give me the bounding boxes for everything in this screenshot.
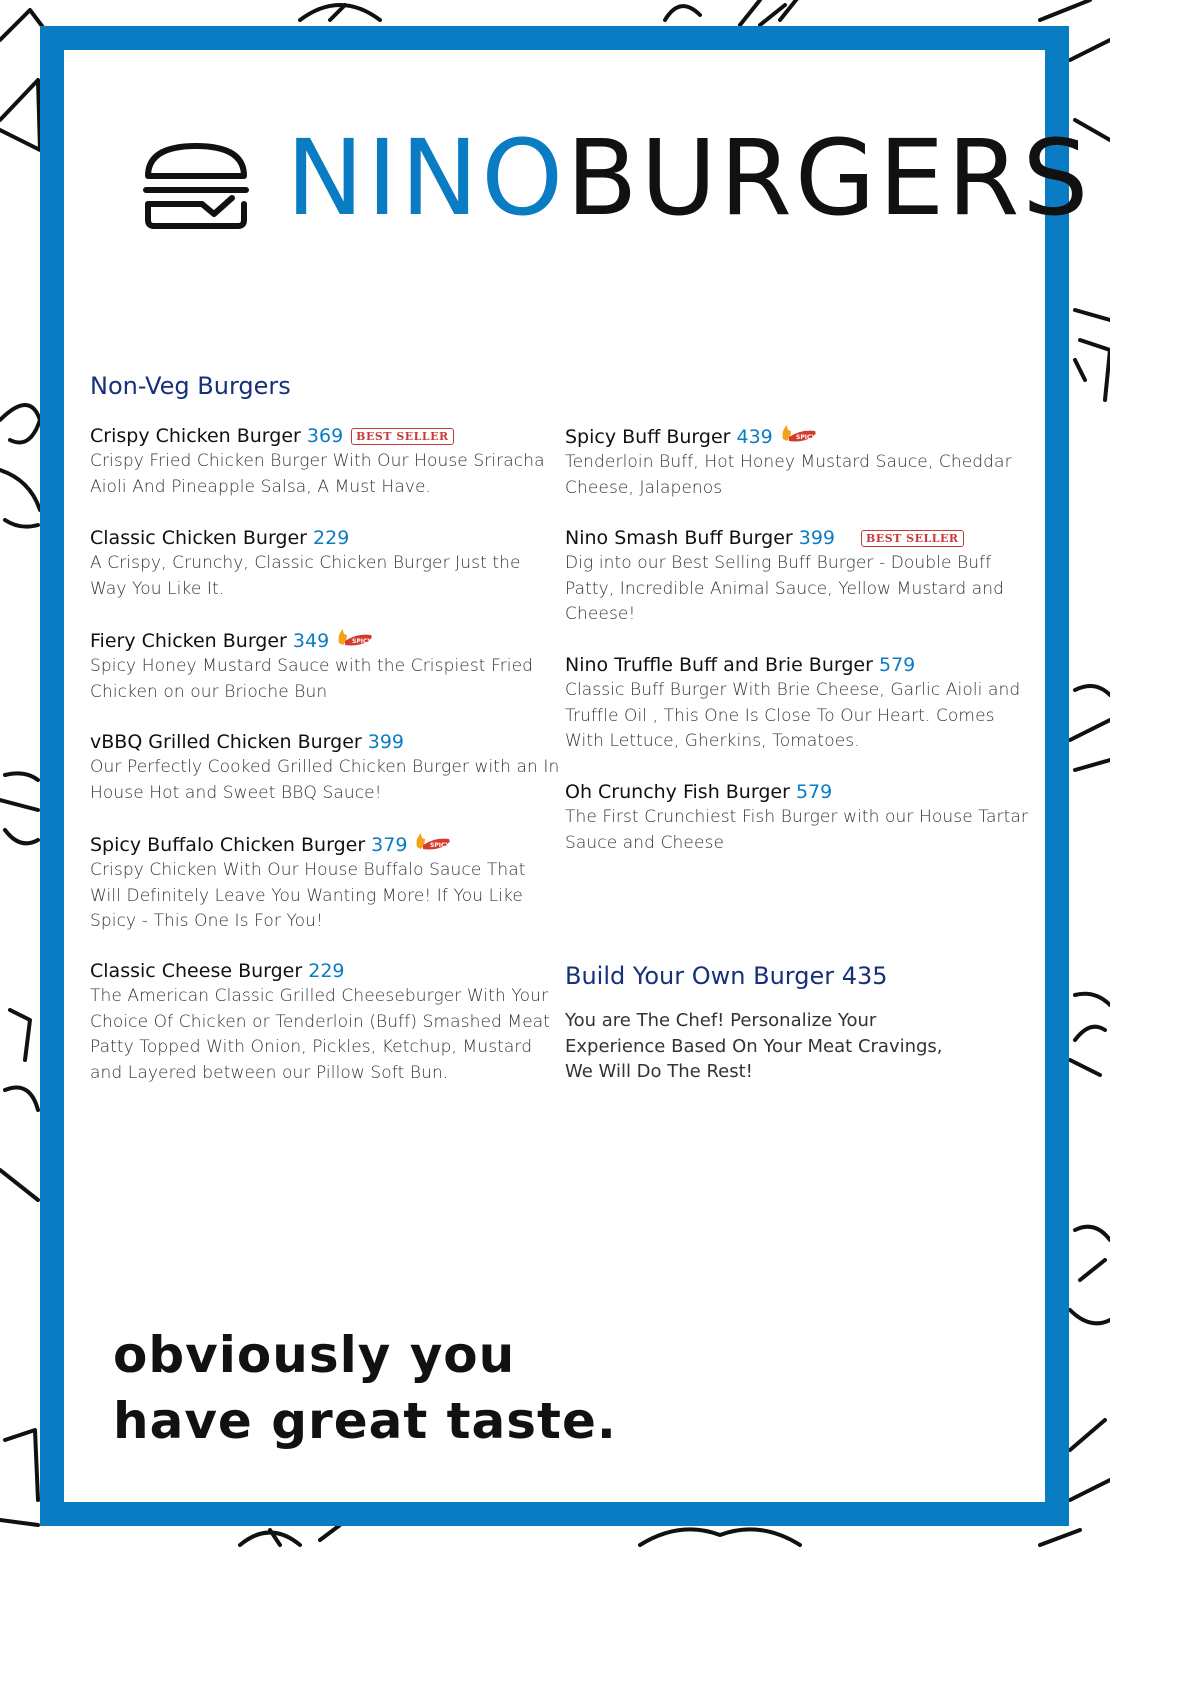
- menu-item-name: Classic Cheese Burger: [90, 960, 303, 982]
- menu-item: [90, 729, 560, 806]
- chili-label: SPICY: [430, 842, 451, 849]
- menu-item-name: Classic Chicken Burger: [90, 527, 307, 549]
- byo-line-1: You are The Chef! Personalize Your: [565, 1010, 877, 1031]
- menu-item-heading: [565, 525, 1035, 551]
- menu-item-price: 349: [286, 630, 330, 652]
- menu-item-description: Dig into our Best Selling Buff Burger - Double Buff Patty, Incredible Animal Sauce, Yellow Mustard and Cheese!: [565, 553, 1005, 624]
- menu-item-heading: [90, 423, 560, 449]
- menu-item-description: Spicy Honey Mustard Sauce with the Crispiest Fried Chicken on our Brioche Bun: [90, 656, 534, 702]
- menu-item-description: Classic Buff Burger With Brie Cheese, Garlic Aioli and Truffle Oil , This One Is Close To Our Heart. Comes With Lettuce, Gherkins, Tomatoes.: [565, 680, 1021, 751]
- menu-item-price: 369: [300, 425, 344, 447]
- menu-item-price: 379: [365, 834, 408, 856]
- menu-item-price: 579: [789, 781, 833, 803]
- menu-item: [565, 652, 1035, 755]
- menu-item-heading: [565, 652, 1035, 678]
- menu-item-price: 229: [302, 960, 345, 982]
- menu-item-heading: [565, 423, 1035, 450]
- chili-icon: [335, 627, 375, 649]
- menu-item-price: 399: [361, 731, 405, 753]
- menu-item: [90, 423, 560, 500]
- chili-icon: [413, 831, 453, 853]
- menu-item-name: Spicy Buff Burger: [565, 426, 731, 448]
- menu-item-description: Crispy Fried Chicken Burger With Our House Sriracha Aioli And Pineapple Salsa, A Must Have.: [90, 451, 545, 497]
- menu-item-name: Nino Truffle Buff and Brie Burger: [565, 654, 873, 676]
- byo-description: [565, 1008, 985, 1085]
- section-title: Non-Veg Burgers: [90, 372, 291, 400]
- menu-item: [90, 627, 560, 705]
- menu-item-price: 579: [872, 654, 916, 676]
- best-seller-badge: BEST SELLER: [861, 530, 963, 547]
- burger-icon: [142, 140, 250, 232]
- chili-icon: [779, 423, 819, 445]
- menu-item-heading: [565, 779, 1035, 805]
- brand-name-part1: NINO: [286, 117, 567, 239]
- menu-item: [565, 525, 1035, 628]
- best-seller-badge: BEST SELLER: [351, 428, 453, 445]
- menu-item: [90, 525, 560, 602]
- menu-item-description: A Crispy, Crunchy, Classic Chicken Burger Just the Way You Like It.: [90, 553, 521, 599]
- tagline: [113, 1322, 617, 1454]
- brand-name: [286, 117, 1092, 239]
- tagline-line-2: have great taste.: [113, 1392, 617, 1450]
- menu-item: [90, 958, 560, 1086]
- menu-item-heading: [90, 831, 560, 858]
- chili-label: SPICY: [352, 638, 372, 645]
- menu-item: [90, 831, 560, 935]
- menu-item-heading: [90, 627, 560, 654]
- menu-item-heading: [90, 958, 560, 984]
- menu-item-description: The American Classic Grilled Cheeseburger With Your Choice Of Chicken or Tenderloin (Buff) Smashed Meat Patty Topped With Onion, Pickles, Ketchup, Mustard and Layered between our Pillow Soft Bun.: [90, 986, 551, 1083]
- menu-item-name: Spicy Buffalo Chicken Burger: [90, 834, 366, 856]
- menu-item-name: Crispy Chicken Burger: [90, 425, 301, 447]
- byo-line-3: We Will Do The Rest!: [565, 1061, 753, 1082]
- menu-item: [565, 423, 1035, 501]
- menu-item-name: Nino Smash Buff Burger: [565, 527, 793, 549]
- menu-item: [565, 779, 1035, 856]
- menu-item-description: Our Perfectly Cooked Grilled Chicken Burger with an In House Hot and Sweet BBQ Sauce!: [90, 757, 560, 803]
- menu-item-name: Fiery Chicken Burger: [90, 630, 287, 652]
- menu-item-price: 229: [307, 527, 350, 549]
- brand-name-part2: BURGERS: [566, 117, 1092, 239]
- menu-item-heading: [90, 729, 560, 755]
- chili-label: SPICY: [795, 434, 816, 441]
- menu-item-name: vBBQ Grilled Chicken Burger: [90, 731, 362, 753]
- menu-item-description: Crispy Chicken With Our House Buffalo Sauce That Will Definitely Leave You Wanting More! If You Like Spicy - This One Is For You!: [90, 860, 526, 931]
- menu-item-description: Tenderloin Buff, Hot Honey Mustard Sauce, Cheddar Cheese, Jalapenos: [565, 452, 1012, 498]
- menu-item-heading: [90, 525, 560, 551]
- menu-item-description: The First Crunchiest Fish Burger with our House Tartar Sauce and Cheese: [565, 807, 1028, 853]
- byo-line-2: Experience Based On Your Meat Cravings,: [565, 1035, 943, 1057]
- menu-item-price: 399: [792, 527, 836, 549]
- menu-item-price: 439: [730, 426, 773, 448]
- tagline-line-1: obviously you: [113, 1326, 516, 1384]
- menu-item-name: Oh Crunchy Fish Burger: [565, 781, 790, 803]
- byo-title: Build Your Own Burger 435: [565, 962, 888, 990]
